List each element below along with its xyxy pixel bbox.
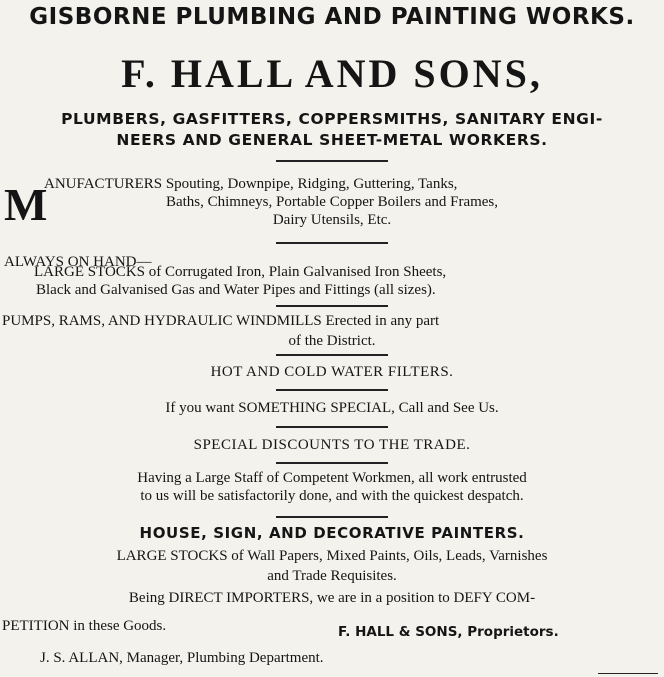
something-special: If you want SOMETHING SPECIAL, Call and See Us. [165,400,499,416]
manager-line: J. S. ALLAN, Manager, Plumbing Department. [40,650,324,666]
trade-discounts: SPECIAL DISCOUNTS TO THE TRADE. [193,437,471,453]
always-on-hand-line-1: LARGE STOCKS of Corrugated Iron, Plain Galvanised Iron Sheets, [34,264,447,280]
divider [276,354,388,356]
water-filters: HOT AND COLD WATER FILTERS. [210,364,454,380]
stocks-line-1: LARGE STOCKS of Wall Papers, Mixed Paints, Oils, Leads, Varnishes [116,548,548,564]
manufacturers-line-2: Baths, Chimneys, Portable Copper Boilers and Frames, [165,194,499,210]
stocks-line-2: and Trade Requisites. [267,568,397,584]
divider [276,242,388,244]
always-on-hand-line-2: Black and Galvanised Gas and Water Pipes and Fittings (all sizes). [36,282,436,298]
divider [276,305,388,307]
header-title: GISBORNE PLUMBING AND PAINTING WORKS. [29,4,635,30]
importers-line-1: Being DIRECT IMPORTERS, we are in a position to DEFY COM- [128,590,536,606]
divider [276,426,388,428]
always-on-hand-title: ALWAYS ON HAND— [4,254,152,270]
proprietors-signature: F. HALL & SONS, Proprietors. [338,624,559,640]
trades-line-1: PLUMBERS, GASFITTERS, COPPERSMITHS, SANITARY ENGI- [61,110,603,128]
divider [276,462,388,464]
pumps-line-1: PUMPS, RAMS, AND HYDRAULIC WINDMILLS Erected in any part [2,313,440,329]
divider [276,516,388,518]
manufacturers-line-1: ANUFACTURERS Spouting, Downpipe, Ridging, Guttering, Tanks, [44,176,458,192]
trades-line-2: NEERS AND GENERAL SHEET-METAL WORKERS. [116,131,548,149]
painters-heading: HOUSE, SIGN, AND DECORATIVE PAINTERS. [139,524,525,542]
manufacturers-initial: M [4,179,48,230]
manufacturers-line-3: Dairy Utensils, Etc. [272,212,392,228]
pumps-line-2: of the District. [288,333,376,349]
end-rule [598,673,658,674]
staff-line-1: Having a Large Staff of Competent Workmen, all work entrusted [137,470,527,486]
staff-line-2: to us will be satisfactorily done, and with the quickest despatch. [140,488,524,504]
divider [276,389,388,391]
divider [276,160,388,162]
importers-line-2: PETITION in these Goods. [2,618,167,634]
firm-name: F. HALL AND SONS, [121,51,543,96]
